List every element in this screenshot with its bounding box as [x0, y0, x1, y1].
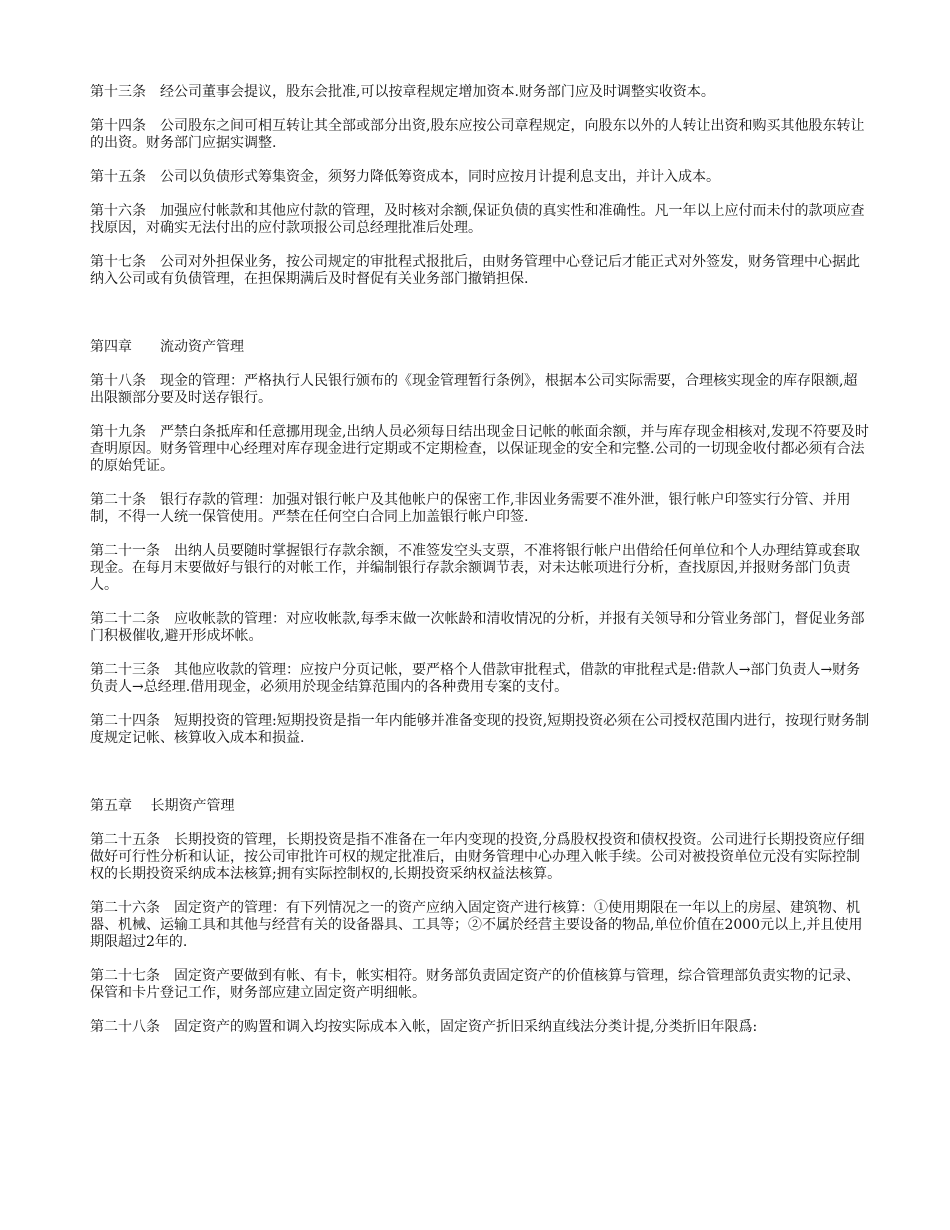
chapter-4-heading: 第四章 流动资产管理	[90, 339, 244, 355]
document-page	[90, 84, 870, 1053]
article-18: 第十八条 现金的管理：严格执行人民银行颁布的《现金管理暂行条例》，根据本公司实际需要，合理核实现金的库存限额,超出限额部分要及时送存银行。	[90, 373, 858, 406]
article-26: 第二十六条 固定资产的管理：有下列情况之一的资产应纳入固定资产进行核算：①使用期限在一年以上的房屋、建筑物、机器、机械、运输工具和其他与经营有关的设备器具、工具等；②不属於经营主要设备的物品,单位价值在2000元以上,并且使用期限超过2年的.	[90, 900, 863, 950]
chapter-5-heading: 第五章 长期资产管理	[90, 798, 235, 814]
article-19: 第十九条 严禁白条抵库和任意挪用现金,出纳人员必须每日结出现金日记帐的帐面余额，并与库存现金相核对,发现不符要及时查明原因。财务管理中心经理对库存现金进行定期或不定期检查，以保证现金的安全和完整.公司的一切现金收付都必须有合法的原始凭证。	[90, 424, 869, 474]
article-22: 第二十二条 应收帐款的管理：对应收帐款,每季末做一次帐龄和清收情况的分析，并报有关领导和分管业务部门，督促业务部门积极催收,避开形成坏帐。	[90, 611, 865, 644]
article-24: 第二十四条 短期投资的管理:短期投资是指一年内能够并准备变现的投资,短期投资必须在公司授权范围内进行，按现行财务制度规定记帐、核算收入成本和损益.	[90, 713, 870, 746]
article-27: 第二十七条 固定资产要做到有帐、有卡，帐实相符。财务部负责固定资产的价值核算与管理，综合管理部负责实物的记录、保管和卡片登记工作，财务部应建立固定资产明细帐。	[90, 968, 860, 1001]
article-28: 第二十八条 固定资产的购置和调入均按实际成本入帐，固定资产折旧采纳直线法分类计提,分类折旧年限爲:	[90, 1019, 758, 1035]
article-16: 第十六条 加强应付帐款和其他应付款的管理，及时核对余额,保证负债的真实性和准确性。凡一年以上应付而未付的款项应查找原因，对确实无法付出的应付款项报公司总经理批准后处理。	[90, 203, 865, 236]
article-17: 第十七条 公司对外担保业务，按公司规定的审批程式报批后，由财务管理中心登记后才能正式对外签发，财务管理中心据此纳入公司或有负债管理，在担保期满后及时督促有关业务部门撤销担保.	[90, 254, 860, 287]
article-20: 第二十条 银行存款的管理：加强对银行帐户及其他帐户的保密工作,非因业务需要不准外泄，银行帐户印签实行分管、并用制，不得一人统一保管使用。严禁在任何空白合同上加盖银行帐户印签.	[90, 492, 851, 525]
article-13: 第十三条 经公司董事会提议，股东会批准,可以按章程规定增加资本.财务部门应及时调整实收资本。	[90, 84, 715, 100]
article-15: 第十五条 公司以负债形式筹集资金，须努力降低筹资成本，同时应按月计提利息支出，并计入成本。	[90, 169, 720, 185]
spacer	[90, 305, 870, 339]
article-25: 第二十五条 长期投资的管理，长期投资是指不准备在一年内变现的投资,分爲股权投资和债权投资。公司进行长期投资应仔细做好可行性分析和认证，按公司审批许可权的规定批准后，由财务管理中心办理入帐手续。公司对被投资单位元没有实际控制权的长期投资采纳成本法核算;拥有实际控制权的,长期投资采纳权益法核算。	[90, 832, 865, 882]
article-23: 第二十三条 其他应收款的管理：应按户分页记帐，要严格个人借款审批程式，借款的审批程式是:借款人→部门负责人→财务负责人→总经理.借用现金，必须用於现金结算范围内的各种费用专案的支付。	[90, 662, 861, 695]
article-14: 第十四条 公司股东之间可相互转让其全部或部分出资,股东应按公司章程规定，向股东以外的人转让出资和购买其他股东转让的出资。财务部门应据实调整.	[90, 118, 865, 151]
article-21: 第二十一条 出纳人员要随时掌握银行存款余额，不准签发空头支票，不准将银行帐户出借给任何单位和个人办理结算或套取现金。在每月末要做好与银行的对帐工作，并编制银行存款余额调节表，对未达帐项进行分析，查找原因,并报财务部门负责人。	[90, 543, 860, 593]
spacer	[90, 764, 870, 798]
